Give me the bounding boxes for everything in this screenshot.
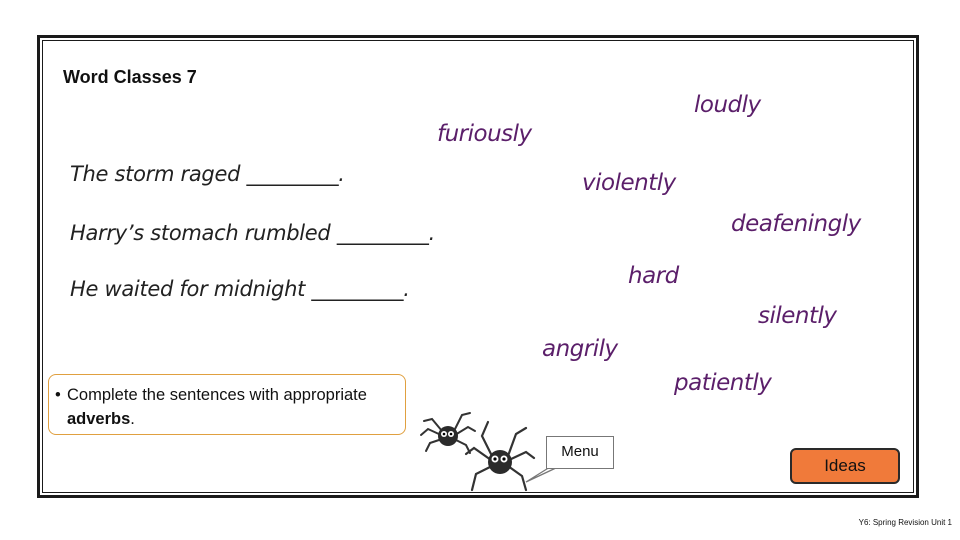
ideas-button[interactable]: Ideas bbox=[790, 448, 900, 484]
sentence-2: Harry’s stomach rumbled _________. bbox=[70, 221, 435, 245]
instruction-bold-word: adverbs bbox=[67, 410, 131, 428]
adverb-deafeningly[interactable]: deafeningly bbox=[731, 211, 861, 237]
footer-text: Y6: Spring Revision Unit 1 bbox=[858, 518, 952, 527]
adverb-violently[interactable]: violently bbox=[582, 170, 676, 196]
instruction-box bbox=[48, 374, 406, 435]
instruction-text-before: Complete the sentences with appropriate bbox=[67, 386, 367, 404]
adverb-loudly[interactable]: loudly bbox=[694, 92, 761, 118]
adverb-hard[interactable]: hard bbox=[628, 263, 679, 289]
speech-bubble-tail bbox=[522, 466, 562, 486]
page-title: Word Classes 7 bbox=[63, 67, 197, 87]
instruction-text bbox=[55, 383, 387, 431]
adverb-angrily[interactable]: angrily bbox=[542, 336, 618, 362]
adverb-silently[interactable]: silently bbox=[758, 303, 837, 329]
sentence-3: He waited for midnight _________. bbox=[70, 277, 410, 301]
menu-button[interactable]: Menu bbox=[546, 436, 614, 469]
adverb-furiously[interactable]: furiously bbox=[437, 121, 532, 147]
instruction-text-after: . bbox=[130, 410, 135, 428]
bullet: • bbox=[55, 386, 61, 404]
sentence-1: The storm raged _________. bbox=[70, 162, 345, 186]
adverb-patiently[interactable]: patiently bbox=[674, 370, 772, 396]
